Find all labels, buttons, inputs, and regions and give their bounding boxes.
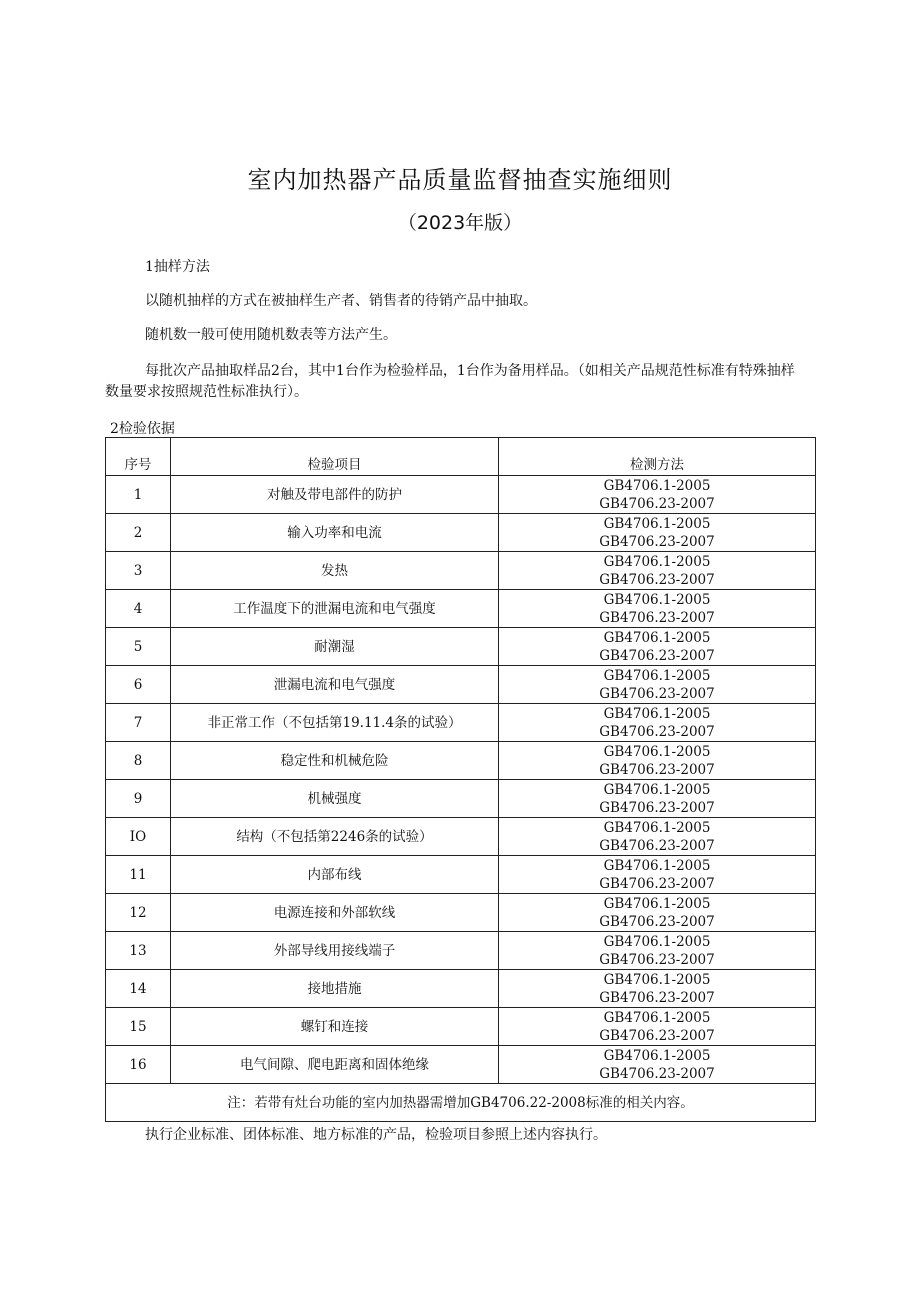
cell-item: 输入功率和电流 bbox=[171, 514, 499, 552]
cell-item: 螺钉和连接 bbox=[171, 1008, 499, 1046]
cell-item: 耐潮湿 bbox=[171, 628, 499, 666]
table-row bbox=[106, 476, 816, 514]
table-row bbox=[106, 552, 816, 590]
document-title: 室内加热器产品质量监督抽查实施细则 bbox=[247, 166, 673, 194]
cell-item: 电气间隙、爬电距离和固体绝缘 bbox=[171, 1046, 499, 1084]
cell-method bbox=[499, 894, 816, 932]
method-standard-1: GB4706.1-2005 bbox=[603, 895, 711, 912]
table-row bbox=[106, 894, 816, 932]
table-note-row bbox=[106, 1084, 816, 1122]
cell-method bbox=[499, 552, 816, 590]
cell-item: 电源连接和外部软线 bbox=[171, 894, 499, 932]
table-row bbox=[106, 932, 816, 970]
cell-method bbox=[499, 1046, 816, 1084]
section-1-paragraph-1: 以随机抽样的方式在被抽样生产者、销售者的待销产品中抽取。 bbox=[145, 293, 537, 309]
method-standard-2: GB4706.23-2007 bbox=[599, 571, 715, 588]
cell-method bbox=[499, 590, 816, 628]
section-1-paragraph-3: 每批次产品抽取样品2台，其中1台作为检验样品，1台作为备用样品。（如相关产品规范性标准有特殊抽样数量要求按照规范性标准执行）。 bbox=[105, 363, 795, 400]
method-standard-2: GB4706.23-2007 bbox=[599, 609, 715, 626]
cell-item: 发热 bbox=[171, 552, 499, 590]
cell-method bbox=[499, 780, 816, 818]
method-standard-1: GB4706.1-2005 bbox=[603, 971, 711, 988]
cell-method bbox=[499, 628, 816, 666]
method-standard-1: GB4706.1-2005 bbox=[603, 705, 711, 722]
method-standard-1: GB4706.1-2005 bbox=[603, 1009, 711, 1026]
document-subtitle: （2023年版） bbox=[397, 212, 523, 234]
table-row bbox=[106, 1008, 816, 1046]
cell-no: 5 bbox=[106, 628, 171, 666]
method-standard-2: GB4706.23-2007 bbox=[599, 989, 715, 1006]
section-2-heading: 2检验依据 bbox=[110, 421, 175, 437]
method-standard-2: GB4706.23-2007 bbox=[599, 647, 715, 664]
table-row bbox=[106, 514, 816, 552]
table-body bbox=[106, 476, 816, 1084]
cell-no: 13 bbox=[106, 932, 171, 970]
method-standard-1: GB4706.1-2005 bbox=[603, 819, 711, 836]
method-standard-1: GB4706.1-2005 bbox=[603, 477, 711, 494]
table-row bbox=[106, 970, 816, 1008]
cell-item: 内部布线 bbox=[171, 856, 499, 894]
method-standard-2: GB4706.23-2007 bbox=[599, 1065, 715, 1082]
table-note: 注：若带有灶台功能的室内加热器需增加GB4706.22-2008标准的相关内容。 bbox=[106, 1084, 816, 1122]
method-standard-2: GB4706.23-2007 bbox=[599, 1027, 715, 1044]
cell-method bbox=[499, 856, 816, 894]
method-standard-2: GB4706.23-2007 bbox=[599, 761, 715, 778]
cell-no: 4 bbox=[106, 590, 171, 628]
section-1-heading: 1抽样方法 bbox=[145, 259, 210, 275]
cell-item: 机械强度 bbox=[171, 780, 499, 818]
cell-item: 工作温度下的泄漏电流和电气强度 bbox=[171, 590, 499, 628]
method-standard-2: GB4706.23-2007 bbox=[599, 533, 715, 550]
table-row bbox=[106, 590, 816, 628]
table-row bbox=[106, 742, 816, 780]
cell-item: 泄漏电流和电气强度 bbox=[171, 666, 499, 704]
table-header-row bbox=[106, 438, 816, 476]
cell-no: 9 bbox=[106, 780, 171, 818]
cell-method bbox=[499, 1008, 816, 1046]
cell-no: 1 bbox=[106, 476, 171, 514]
method-standard-1: GB4706.1-2005 bbox=[603, 857, 711, 874]
cell-item: 外部导线用接线端子 bbox=[171, 932, 499, 970]
cell-item: 稳定性和机械危险 bbox=[171, 742, 499, 780]
section-1-paragraph-2: 随机数一般可使用随机数表等方法产生。 bbox=[145, 327, 397, 343]
cell-no: 12 bbox=[106, 894, 171, 932]
header-no: 序号 bbox=[106, 438, 171, 476]
cell-no: 2 bbox=[106, 514, 171, 552]
cell-method bbox=[499, 818, 816, 856]
method-standard-1: GB4706.1-2005 bbox=[603, 629, 711, 646]
table-row bbox=[106, 628, 816, 666]
cell-item: 接地措施 bbox=[171, 970, 499, 1008]
method-standard-1: GB4706.1-2005 bbox=[603, 667, 711, 684]
cell-method bbox=[499, 932, 816, 970]
table-row bbox=[106, 818, 816, 856]
method-standard-1: GB4706.1-2005 bbox=[603, 591, 711, 608]
footer-paragraph: 执行企业标准、团体标准、地方标准的产品，检验项目参照上述内容执行。 bbox=[145, 1127, 607, 1143]
cell-method bbox=[499, 476, 816, 514]
method-standard-1: GB4706.1-2005 bbox=[603, 553, 711, 570]
method-standard-1: GB4706.1-2005 bbox=[603, 743, 711, 760]
method-standard-1: GB4706.1-2005 bbox=[603, 1047, 711, 1064]
cell-no: 7 bbox=[106, 704, 171, 742]
cell-item: 非正常工作（不包括第19.11.4条的试验） bbox=[171, 704, 499, 742]
table-row bbox=[106, 666, 816, 704]
cell-no: 6 bbox=[106, 666, 171, 704]
method-standard-2: GB4706.23-2007 bbox=[599, 951, 715, 968]
cell-no: 3 bbox=[106, 552, 171, 590]
table-row bbox=[106, 856, 816, 894]
cell-no: 14 bbox=[106, 970, 171, 1008]
method-standard-1: GB4706.1-2005 bbox=[603, 781, 711, 798]
method-standard-2: GB4706.23-2007 bbox=[599, 837, 715, 854]
cell-item: 结构（不包括第2246条的试验） bbox=[171, 818, 499, 856]
method-standard-2: GB4706.23-2007 bbox=[599, 799, 715, 816]
cell-method bbox=[499, 514, 816, 552]
method-standard-2: GB4706.23-2007 bbox=[599, 875, 715, 892]
method-standard-2: GB4706.23-2007 bbox=[599, 913, 715, 930]
cell-method bbox=[499, 742, 816, 780]
method-standard-1: GB4706.1-2005 bbox=[603, 515, 711, 532]
header-method: 检测方法 bbox=[499, 438, 816, 476]
cell-no: 15 bbox=[106, 1008, 171, 1046]
cell-method bbox=[499, 704, 816, 742]
cell-no: 8 bbox=[106, 742, 171, 780]
cell-no: 11 bbox=[106, 856, 171, 894]
method-standard-1: GB4706.1-2005 bbox=[603, 933, 711, 950]
header-item: 检验项目 bbox=[171, 438, 499, 476]
cell-method bbox=[499, 666, 816, 704]
table-row bbox=[106, 780, 816, 818]
cell-no: IO bbox=[106, 818, 171, 856]
table-row bbox=[106, 1046, 816, 1084]
table-row bbox=[106, 704, 816, 742]
method-standard-2: GB4706.23-2007 bbox=[599, 723, 715, 740]
method-standard-2: GB4706.23-2007 bbox=[599, 495, 715, 512]
inspection-table bbox=[105, 437, 816, 1122]
cell-item: 对触及带电部件的防护 bbox=[171, 476, 499, 514]
cell-no: 16 bbox=[106, 1046, 171, 1084]
method-standard-2: GB4706.23-2007 bbox=[599, 685, 715, 702]
cell-method bbox=[499, 970, 816, 1008]
